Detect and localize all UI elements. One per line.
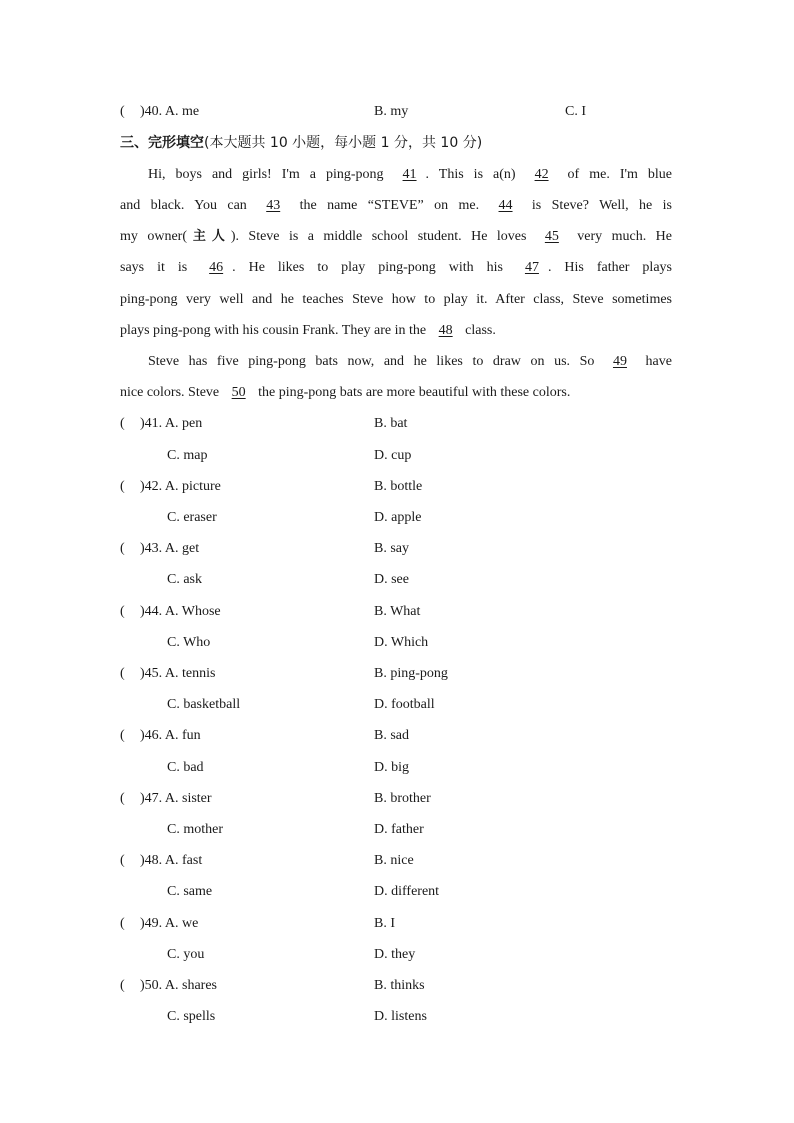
option-d: D. apple xyxy=(374,510,422,525)
option-b: B. ping-pong xyxy=(374,666,448,681)
blank-49: 49 xyxy=(612,354,627,369)
option-c: C. spells xyxy=(167,1009,216,1024)
question-43: ( )43. A. get B. say xyxy=(0,539,794,559)
option-b: B. nice xyxy=(374,853,414,868)
question-42-options xyxy=(0,508,794,528)
option-b: B. thinks xyxy=(374,978,425,993)
passage-line: and black. You can 43 the name “STEVE” on me. 44 is Steve? Well, he is xyxy=(120,196,672,216)
option-b: B. my xyxy=(374,104,409,119)
question-46: ( )46. A. fun B. sad xyxy=(0,726,794,746)
blank-43: 43 xyxy=(266,198,281,213)
option-b: B. brother xyxy=(374,791,431,806)
blank-42: 42 xyxy=(534,167,549,182)
option-d: D. father xyxy=(374,822,424,837)
question-46-options xyxy=(0,758,794,778)
option-d: D. see xyxy=(374,572,409,587)
blank-44: 44 xyxy=(498,198,513,213)
option-d: D. big xyxy=(374,760,409,775)
option-d: D. football xyxy=(374,697,435,712)
question-48: ( )48. A. fast B. nice xyxy=(0,851,794,871)
blank-48: 48 xyxy=(438,323,453,338)
blank-47: 47 xyxy=(524,260,539,275)
blank-41: 41 xyxy=(402,167,417,182)
question-48-options xyxy=(0,882,794,902)
question-40 xyxy=(0,102,794,122)
option-c: C. basketball xyxy=(167,697,241,712)
question-45-options xyxy=(0,695,794,715)
passage-line: nice colors. Steve 50 the ping-pong bats are more beautiful with these colors. xyxy=(120,383,672,403)
section-heading xyxy=(120,133,482,153)
option-b: B. bottle xyxy=(374,479,423,494)
option-c: C. same xyxy=(167,884,213,899)
option-d: D. they xyxy=(374,947,416,962)
passage-line: Steve has five ping-pong bats now, and he likes to draw on us. So 49 have xyxy=(148,352,672,372)
passage-line: says it is 46 . He likes to play ping-pong with his 47 . His father plays xyxy=(120,258,672,278)
option-d: D. different xyxy=(374,884,440,899)
question-50: ( )50. A. shares B. thinks xyxy=(0,976,794,996)
option-c: C. you xyxy=(167,947,205,962)
option-d: D. Which xyxy=(374,635,429,650)
option-d: D. listens xyxy=(374,1009,427,1024)
passage-line: Hi, boys and girls! I'm a ping-pong 41 . This is a(n) 42 of me. I'm blue xyxy=(148,165,672,185)
question-41-options xyxy=(0,446,794,466)
question-42: ( )42. A. picture B. bottle xyxy=(0,477,794,497)
option-b: B. sad xyxy=(374,728,409,743)
question-47-options xyxy=(0,820,794,840)
blank-50: 50 xyxy=(231,385,246,400)
option-b: B. I xyxy=(374,916,395,931)
question-44: ( )44. A. Whose B. What xyxy=(0,602,794,622)
section-note: (本大题共 10 小题，每小题 1 分，共 10 分) xyxy=(204,135,483,151)
chinese-gloss: 主人 xyxy=(186,229,231,244)
question-50-options xyxy=(0,1007,794,1027)
passage-line: my owner(主人). Steve is a middle school student. He loves 45 very much. He xyxy=(120,227,672,247)
option-c: C. eraser xyxy=(167,510,217,525)
option-c: C. mother xyxy=(167,822,223,837)
option-b: B. What xyxy=(374,604,421,619)
option-c: C. map xyxy=(167,448,208,463)
option-b: B. bat xyxy=(374,416,408,431)
passage-line: ping-pong very well and he teaches Steve how to play it. After class, Steve sometimes xyxy=(120,292,672,307)
option-b: B. say xyxy=(374,541,409,556)
blank-45: 45 xyxy=(544,229,559,244)
question-44-options xyxy=(0,633,794,653)
section-title: 三、完形填空 xyxy=(120,135,204,151)
blank-46: 46 xyxy=(209,260,224,275)
question-49-options xyxy=(0,945,794,965)
option-c: C. I xyxy=(565,104,586,119)
question-47: ( )47. A. sister B. brother xyxy=(0,789,794,809)
question-45: ( )45. A. tennis B. ping-pong xyxy=(0,664,794,684)
option-c: C. bad xyxy=(167,760,204,775)
option-c: C. Who xyxy=(167,635,211,650)
passage-line: plays ping-pong with his cousin Frank. They are in the 48 class. xyxy=(120,321,672,341)
question-49: ( )49. A. we B. I xyxy=(0,914,794,934)
option-c: C. ask xyxy=(167,572,202,587)
question-41: ( )41. A. pen B. bat xyxy=(0,414,794,434)
question-43-options xyxy=(0,570,794,590)
option-d: D. cup xyxy=(374,448,412,463)
question-40-stem: ( )40. A. me xyxy=(120,104,200,119)
